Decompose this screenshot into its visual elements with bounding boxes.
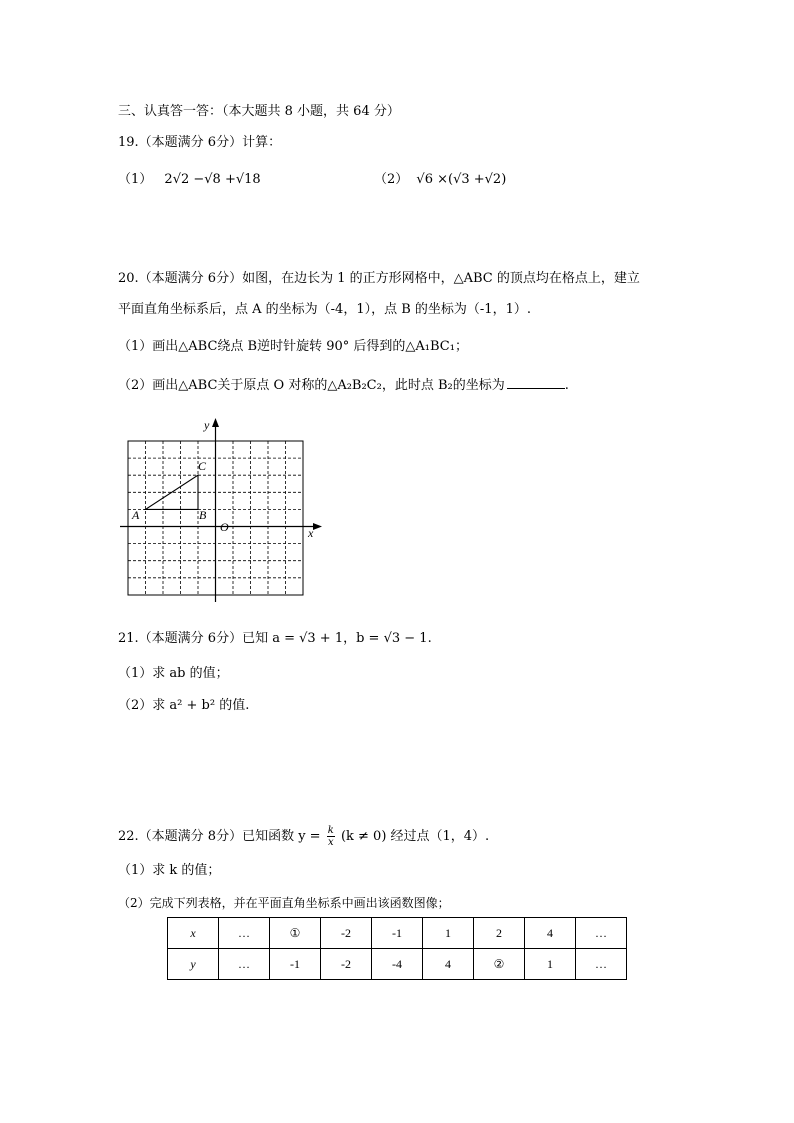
fraction-numerator: k — [327, 825, 334, 836]
q19-part1-label: （1） — [118, 172, 153, 187]
y-axis-label: y — [204, 418, 210, 432]
point-b-label: B — [199, 508, 207, 522]
table-cell: -1 — [270, 949, 321, 980]
q22-part1: （1）求 k 的值； — [118, 863, 221, 878]
point-a-label: A — [132, 508, 140, 522]
table-row-y — [168, 949, 627, 980]
table-cell: -1 — [372, 918, 423, 949]
q21-stem: 21.（本题满分 6分）已知 a = √3 + 1，b = √3 − 1. — [118, 631, 432, 646]
q21-part1: （1）求 ab 的值； — [118, 666, 229, 681]
x-axis-label: x — [308, 526, 314, 540]
table-cell: x — [168, 918, 219, 949]
q19-part1 — [118, 171, 261, 189]
q20-stem-line2: 平面直角坐标系后，点 A 的坐标为（-4，1），点 B 的坐标为（-1，1）. — [118, 302, 531, 317]
table-row-x — [168, 918, 627, 949]
table-cell: … — [576, 918, 627, 949]
origin-label: O — [220, 520, 229, 534]
table-cell: … — [219, 949, 270, 980]
q19-stem: 19.（本题满分 6分）计算： — [118, 135, 282, 150]
q19-part2 — [374, 171, 506, 189]
value-table — [167, 917, 627, 980]
table-cell: 1 — [423, 918, 474, 949]
table-cell: y — [168, 949, 219, 980]
q20-part1: （1）画出△ABC绕点 B逆时针旋转 90° 后得到的△A₁BC₁； — [118, 339, 468, 354]
y-axis-arrow — [212, 418, 219, 427]
table-cell: -4 — [372, 949, 423, 980]
table-cell: 2 — [474, 918, 525, 949]
q19-part2-expression: √6 ×(√3 +√2) — [416, 172, 507, 187]
section-heading: 三、认真答一答：（本大题共 8 小题，共 64 分） — [118, 104, 400, 119]
table-cell: -2 — [321, 949, 372, 980]
table-cell[interactable]: ① — [270, 918, 321, 949]
answer-blank[interactable] — [507, 376, 565, 389]
q22-stem-end: (k ≠ 0) 经过点（1，4）. — [340, 829, 490, 844]
fraction-denominator: x — [327, 837, 334, 848]
q20-part2 — [118, 376, 569, 395]
table-cell: … — [219, 918, 270, 949]
q19-part2-label: （2） — [374, 172, 409, 187]
point-c-label: C — [198, 459, 207, 473]
table-cell: 4 — [423, 949, 474, 980]
q19-part1-expression: 2√2 −√8 +√18 — [164, 172, 261, 187]
q20-part2-end: . — [564, 378, 569, 393]
fraction-k-over-x — [327, 825, 335, 848]
table-cell: … — [576, 949, 627, 980]
table-cell[interactable]: ② — [474, 949, 525, 980]
q22-stem-start: 22.（本题满分 8分）已知函数 y = — [118, 829, 321, 844]
q20-part2-text: （2）画出△ABC关于原点 O 对称的△A₂B₂C₂，此时点 B₂的坐标为 — [118, 378, 505, 393]
coordinate-grid-figure — [110, 412, 335, 607]
q22-part2: （2）完成下列表格，并在平面直角坐标系中画出该函数图像； — [118, 896, 450, 910]
q22-stem — [118, 825, 489, 848]
table-cell: 1 — [525, 949, 576, 980]
axes — [120, 424, 316, 602]
q20-stem-line1: 20.（本题满分 6分）如图，在边长为 1 的正方形网格中，△ABC 的顶点均在格点上，建立 — [118, 271, 640, 286]
q21-part2: （2）求 a² + b² 的值. — [118, 698, 250, 713]
table-cell: -2 — [321, 918, 372, 949]
x-axis-arrow — [313, 523, 322, 530]
table-cell: 4 — [525, 918, 576, 949]
